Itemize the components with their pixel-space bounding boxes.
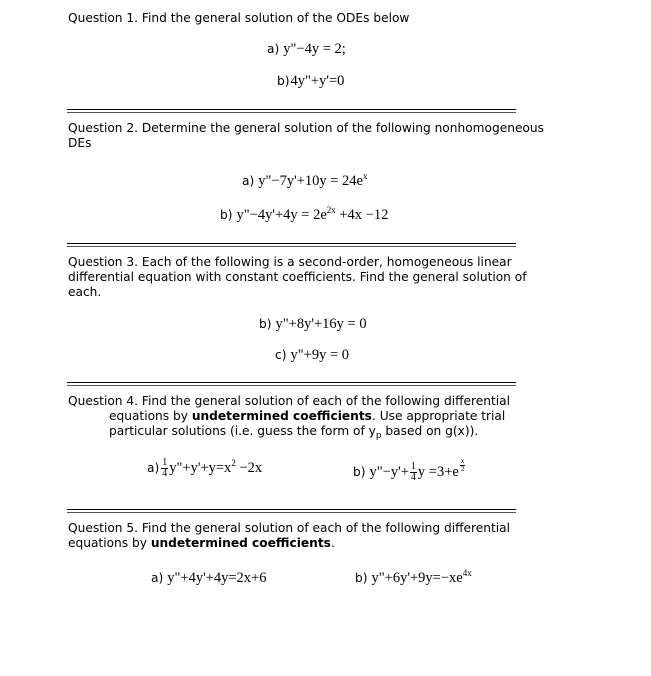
question-2 [68, 121, 588, 151]
divider-4 [67, 509, 516, 510]
question-3-title-line2: differential equation with constant coefficients. Find the general solution of [68, 270, 527, 284]
q4-equation-a: a) $\frac{1}{4}$ $y"+y'+y=x^2 -2x$ [147, 457, 263, 479]
q2-equation-b: b) y"−4y'+4y = $2e^{2x} +4x -12$ [220, 205, 389, 223]
q3-equation-b: b) y"+8y'+16y = 0 [259, 316, 367, 332]
question-1 [68, 11, 588, 26]
divider-1b [67, 112, 516, 113]
question-5-title-line2: equations by undetermined coefficients. [68, 536, 335, 550]
question-2-title-line2: DEs [68, 136, 92, 150]
q4-equation-b: b) y"−y'+ $\frac{1}{4}$ y =3+e $^{\frac{x}{2}}$ [353, 457, 465, 483]
question-5 [68, 521, 588, 551]
question-1-title: Question 1. Find the general solution of the ODEs below [68, 11, 410, 25]
divider-1 [67, 109, 516, 110]
fraction: $\frac{1}{4}$ [410, 460, 416, 483]
q1-equation-b: b)4y"+y'=0 [277, 73, 345, 89]
q5-equation-a: a) y"+4y'+4y=2x+6 [151, 570, 267, 586]
question-3-title-line3: each. [68, 285, 102, 299]
fraction: $\frac{1}{4}$ [162, 457, 168, 479]
exponent-fraction: x 2 [460, 457, 465, 473]
question-4 [68, 394, 588, 409]
question-3 [68, 255, 588, 300]
divider-3 [67, 382, 516, 383]
divider-4b [67, 512, 516, 513]
question-4-title-line2: equations by undetermined coefficients. Use appropriate trial [109, 409, 506, 423]
q3-equation-c: c) y"+9y = 0 [275, 347, 349, 363]
question-4-title-line3: particular solutions (i.e. guess the form of $y_p$ based on g(x)). [109, 424, 479, 441]
question-4-body [109, 409, 569, 439]
divider-3b [67, 385, 516, 386]
question-4-title-line1: Question 4. Find the general solution of each of the following differential [68, 394, 510, 408]
q1-equation-a: a) y"−4y = 2; [267, 41, 346, 57]
q5-equation-b: b) $y"+6y'+9y=-xe^{4x}$ [355, 568, 472, 586]
divider-2b [67, 246, 516, 247]
question-2-title-line1: Question 2. Determine the general solution of the following nonhomogeneous [68, 121, 544, 135]
divider-2 [67, 243, 516, 244]
question-3-title-line1: Question 3. Each of the following is a second-order, homogeneous linear [68, 255, 512, 269]
question-5-title-line1: Question 5. Find the general solution of each of the following differential [68, 521, 510, 535]
q2-equation-a: a) y"−7y'+10y = $24e^x$ [242, 171, 368, 189]
